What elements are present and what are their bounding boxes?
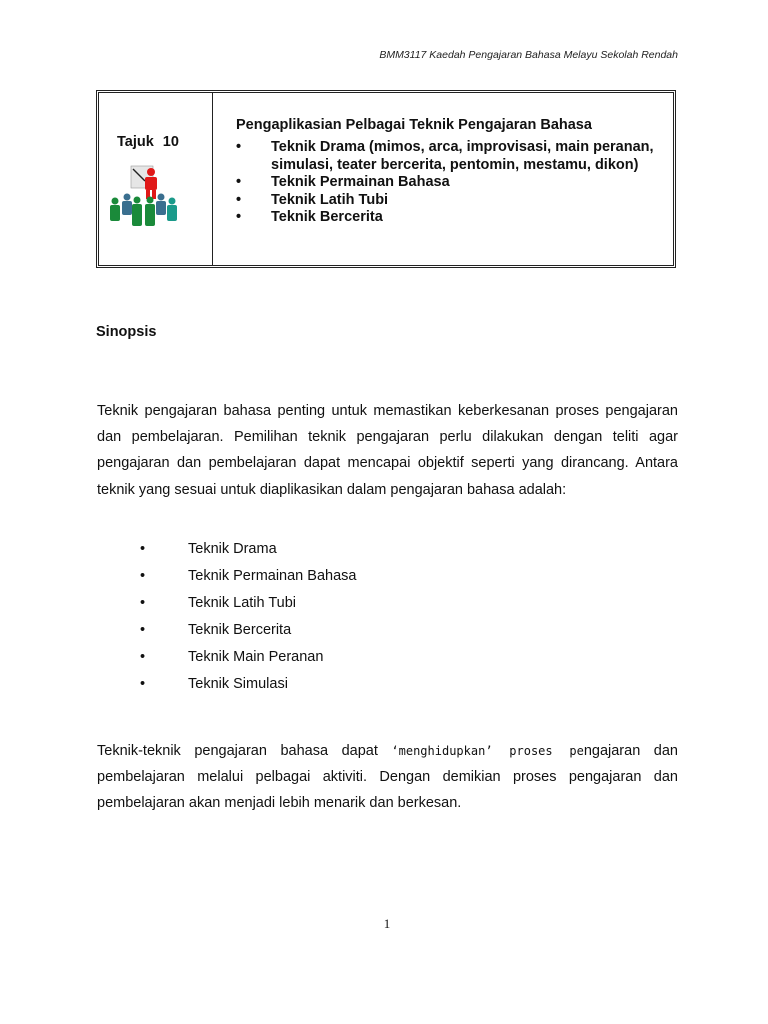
bullet-icon: • (140, 649, 146, 665)
technique-item: • Teknik Latih Tubi (140, 590, 356, 617)
topic-label-cell (99, 93, 213, 265)
technique-item: • Teknik Drama (140, 536, 356, 563)
bullet-icon: • (236, 209, 242, 225)
running-header: BMM3117 Kaedah Pengajaran Bahasa Melayu Sekolah Rendah (379, 49, 678, 61)
bullet-icon: • (140, 676, 146, 692)
topic-list-item: • Teknik Drama (mimos, arca, improvisasi, main peranan, simulasi, teater bercerita, pentomin, mestamu, dikon) (236, 139, 654, 173)
page-number: 1 (383, 916, 391, 931)
technique-list (140, 536, 356, 698)
topic-content-cell (236, 117, 663, 227)
topic-number (117, 134, 179, 150)
technique-item: • Teknik Bercerita (140, 617, 356, 644)
topic-list-item: • Teknik Latih Tubi (236, 191, 389, 208)
bullet-icon: • (236, 139, 242, 155)
section-heading: Sinopsis (96, 324, 157, 340)
technique-item: • Teknik Simulasi (140, 671, 356, 698)
bullet-icon: • (140, 568, 146, 584)
technique-item: • Teknik Main Peranan (140, 644, 356, 671)
bullet-icon: • (140, 541, 146, 557)
topic-box (96, 90, 676, 268)
technique-item: • Teknik Permainan Bahasa (140, 563, 356, 590)
teacher-class-icon (107, 163, 179, 229)
bullet-icon: • (236, 174, 242, 190)
topic-title: Pengaplikasian Pelbagai Teknik Pengajaran Bahasa (236, 117, 592, 133)
closing-paragraph: Teknik-teknik pengajaran bahasa dapat ‘menghidupkan’ proses pengajaran dan pembelajaran melalui pelbagai aktiviti. Dengan demikian proses pengajaran dan pembelajaran akan menjadi lebih menarik dan berkesan. (97, 743, 678, 812)
intro-paragraph: Teknik pengajaran bahasa penting untuk memastikan keberkesanan proses pengajaran dan pembelajaran. Pemilihan teknik pengajaran perlu dilakukan dengan teliti agar pengajaran dan pembelajaran dapat mencapai objektif seperti yang dirancang. Antara teknik yang sesuai untuk diaplikasikan dalam pengajaran bahasa adalah: (97, 403, 678, 498)
tajuk-number: 10 (162, 134, 179, 150)
topic-list (236, 139, 663, 227)
topic-list-item: • Teknik Permainan Bahasa (236, 174, 450, 190)
bullet-icon: • (236, 191, 242, 208)
bullet-icon: • (140, 622, 146, 638)
bullet-icon: • (140, 595, 146, 611)
tajuk-label: Tajuk (117, 134, 154, 150)
topic-list-item: • Teknik Bercerita (236, 209, 383, 225)
